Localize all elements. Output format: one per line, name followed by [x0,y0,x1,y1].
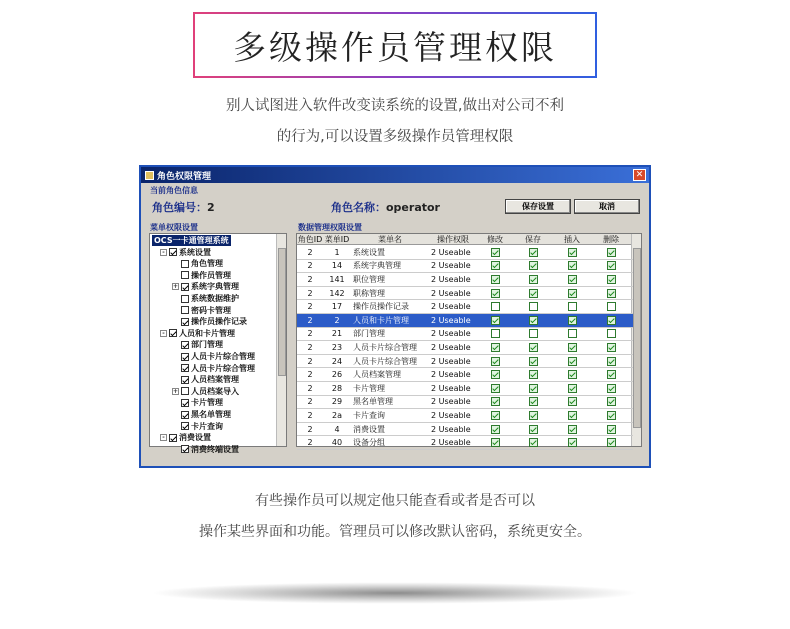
grid-cell-name: 卡片管理 [353,383,385,393]
save-checkbox[interactable] [529,425,538,434]
save-checkbox[interactable] [529,289,538,298]
tree-item[interactable] [172,374,239,385]
delete-checkbox[interactable] [607,397,616,406]
grid-row[interactable] [297,341,633,355]
grid-cell-perm: 2 Useable [431,438,471,448]
grid-cell-edit [477,273,513,286]
tree-scrollbar[interactable] [276,234,286,446]
role-name-label: 角色名称： [331,201,386,214]
collapse-icon[interactable]: - [160,249,167,256]
save-checkbox[interactable] [529,397,538,406]
grid-cell-insert [553,287,591,300]
grid-cell-perm: 2 Useable [431,329,471,339]
grid-cell-edit [477,396,513,409]
edit-checkbox[interactable] [491,275,500,284]
edit-checkbox[interactable] [491,357,500,366]
delete-checkbox[interactable] [607,316,616,325]
delete-checkbox[interactable] [607,384,616,393]
tree-item-label: 部门管理 [191,340,223,350]
grid-cell-edit [477,355,513,368]
save-settings-button[interactable]: 保存设置 [505,199,571,214]
grid-cell-perm: 2 Useable [431,288,471,298]
grid-cell-edit [477,328,513,341]
save-checkbox[interactable] [529,275,538,284]
grid-cell-menu-id: 142 [329,288,345,298]
insert-checkbox[interactable] [568,316,577,325]
grid-cell-edit [477,260,513,273]
tree-checkbox[interactable] [181,445,189,453]
grid-cell-edit [477,423,513,436]
save-checkbox[interactable] [529,302,538,311]
outro-line-1: 有些操作员可以规定他只能查看或者是否可以 [255,493,535,509]
save-checkbox[interactable] [529,357,538,366]
grid-cell-insert [553,328,591,341]
grid-row[interactable] [297,300,633,314]
grid-cell-save [513,409,553,422]
insert-checkbox[interactable] [568,261,577,270]
menu-permission-tree[interactable] [149,233,287,454]
grid-cell-edit [477,246,513,259]
delete-checkbox[interactable] [607,425,616,434]
grid-cell-save [513,436,553,449]
edit-checkbox[interactable] [491,316,500,325]
tree-checkbox[interactable] [181,341,189,349]
grid-cell-name: 人员和卡片管理 [353,315,409,325]
grid-row[interactable] [297,273,633,287]
grid-cell-name: 操作员操作记录 [353,302,409,312]
grid-cell-save [513,368,553,381]
grid-cell-save [513,423,553,436]
tree-item[interactable] [172,363,255,374]
delete-checkbox[interactable] [607,329,616,338]
grid-cell-save [513,328,553,341]
tree-item[interactable] [172,351,255,362]
insert-checkbox[interactable] [568,357,577,366]
grid-cell-save [513,287,553,300]
grid-cell-name: 设备分组 [353,438,385,448]
grid-cell-insert [553,423,591,436]
edit-checkbox[interactable] [491,289,500,298]
tree-item-label: 操作员操作记录 [191,317,247,327]
grid-cell-perm: 2 Useable [431,274,471,284]
grid-cell-role-id: 2 [307,329,313,339]
save-checkbox[interactable] [529,384,538,393]
grid-cell-name: 系统设置 [353,247,385,257]
grid-cell-role-id: 2 [307,424,313,434]
grid-cell-delete [591,355,631,368]
edit-checkbox[interactable] [491,397,500,406]
grid-cell-edit [477,368,513,381]
grid-cell-insert [553,260,591,273]
grid-cell-save [513,355,553,368]
tree-item-label: 消费终端设置 [191,444,239,454]
grid-cell-role-id: 2 [307,397,313,407]
delete-checkbox[interactable] [607,411,616,420]
grid-column-header[interactable]: 修改 [487,234,503,244]
tree-item-label: 人员和卡片管理 [179,328,235,338]
grid-row[interactable] [297,396,633,410]
insert-checkbox[interactable] [568,384,577,393]
tree-checkbox[interactable] [181,399,189,407]
tree-item[interactable] [172,339,223,350]
grid-column-header[interactable]: 插入 [564,234,580,244]
grid-row[interactable] [297,328,633,342]
page-heading: 多级操作员管理权限 [233,27,557,67]
tree-item[interactable] [172,316,247,327]
grid-cell-save [513,382,553,395]
window-title: 角色权限管理 [157,171,212,182]
grid-cell-edit [477,382,513,395]
edit-checkbox[interactable] [491,343,500,352]
grid-cell-name: 黑名单管理 [353,397,393,407]
tree-item-label: 系统设置 [179,247,211,257]
grid-cell-save [513,273,553,286]
grid-cell-role-id: 2 [307,370,313,380]
collapse-icon[interactable]: - [160,434,167,441]
grid-cell-role-id: 2 [307,356,313,366]
grid-cell-perm: 2 Useable [431,370,471,380]
insert-checkbox[interactable] [568,370,577,379]
grid-cell-perm: 2 Useable [431,261,471,271]
delete-checkbox[interactable] [607,357,616,366]
expand-icon[interactable]: + [173,283,179,291]
grid-cell-delete [591,341,631,354]
current-role-group-label: 当前角色信息 [150,186,198,195]
grid-cell-edit [477,314,513,327]
grid-cell-menu-id: 2a [332,410,342,420]
grid-row[interactable] [297,260,633,274]
grid-column-header[interactable]: 保存 [525,234,541,244]
insert-checkbox[interactable] [568,397,577,406]
delete-checkbox[interactable] [607,302,616,311]
grid-cell-role-id: 2 [307,438,313,448]
save-checkbox[interactable] [529,261,538,270]
tree-item[interactable] [172,281,239,292]
grid-cell-perm: 2 Useable [431,410,471,420]
edit-checkbox[interactable] [491,370,500,379]
grid-cell-perm: 2 Useable [431,247,471,257]
tree-checkbox[interactable] [181,271,189,279]
edit-checkbox[interactable] [491,384,500,393]
grid-cell-save [513,300,553,313]
grid-cell-delete [591,246,631,259]
grid-cell-role-id: 2 [307,274,313,284]
insert-checkbox[interactable] [568,275,577,284]
grid-cell-menu-id: 4 [334,424,340,434]
grid-cell-delete [591,396,631,409]
save-checkbox[interactable] [529,411,538,420]
edit-checkbox[interactable] [491,329,500,338]
tree-item-label: 人员卡片综合管理 [191,352,255,361]
grid-cell-menu-id: 17 [331,302,343,312]
tree-checkbox[interactable] [181,364,189,372]
edit-checkbox[interactable] [491,425,500,434]
role-id-value: 2 [207,201,215,214]
tree-item-label: 卡片管理 [191,398,223,408]
save-checkbox[interactable] [529,329,538,338]
insert-checkbox[interactable] [568,248,577,257]
grid-cell-menu-id: 24 [331,356,343,366]
grid-cell-perm: 2 Useable [431,424,471,434]
role-id-info [152,199,215,215]
save-checkbox[interactable] [529,370,538,379]
tree-scroll-thumb[interactable] [278,248,286,376]
grid-header [297,234,633,245]
tree-checkbox[interactable] [169,434,177,442]
grid-cell-edit [477,409,513,422]
tree-item[interactable] [172,444,239,455]
grid-row[interactable] [297,246,633,260]
tree-checkbox[interactable] [181,306,189,314]
grid-column-header[interactable]: 菜单ID [324,234,350,244]
grid-column-header[interactable]: 操作权限 [437,234,469,244]
grid-scroll-thumb[interactable] [633,248,641,428]
grid-cell-menu-id: 21 [331,329,343,339]
grid-cell-edit [477,300,513,313]
grid-cell-role-id: 2 [307,247,313,257]
delete-checkbox[interactable] [607,370,616,379]
grid-row[interactable] [297,314,633,328]
tree-checkbox[interactable] [181,376,189,384]
tree-checkbox[interactable] [181,283,189,291]
tree-checkbox[interactable] [181,353,189,361]
tree-item[interactable] [172,305,231,316]
grid-row[interactable] [297,368,633,382]
grid-row[interactable] [297,287,633,301]
grid-cell-menu-id: 2 [334,315,340,325]
tree-checkbox[interactable] [181,295,189,303]
tree-item[interactable] [152,235,231,246]
grid-cell-delete [591,423,631,436]
grid-cell-delete [591,300,631,313]
tree-item-label: 人员档案管理 [191,375,239,385]
grid-cell-save [513,260,553,273]
role-name-value: operator [386,201,440,214]
tree-checkbox[interactable] [169,248,177,256]
edit-checkbox[interactable] [491,411,500,420]
save-checkbox[interactable] [529,248,538,257]
grid-row[interactable] [297,436,633,450]
grid-cell-insert [553,246,591,259]
grid-cell-delete [591,368,631,381]
grid-row[interactable] [297,409,633,423]
tree-item-label: OCS一卡通管理系统 [154,236,229,245]
decorative-shadow [150,582,640,604]
grid-cell-edit [477,287,513,300]
cancel-button[interactable]: 取消 [574,199,640,214]
tree-item[interactable] [160,328,235,339]
insert-checkbox[interactable] [568,425,577,434]
insert-checkbox[interactable] [568,329,577,338]
save-checkbox[interactable] [529,438,538,447]
grid-cell-role-id: 2 [307,288,313,298]
grid-column-header[interactable]: 菜单名 [378,234,402,244]
grid-cell-menu-id: 23 [331,342,343,352]
tree-item-label: 黑名单管理 [191,410,231,419]
grid-cell-perm: 2 Useable [431,383,471,393]
grid-cell-menu-id: 26 [331,370,343,380]
grid-cell-perm: 2 Useable [431,342,471,352]
grid-cell-perm: 2 Useable [431,397,471,407]
grid-cell-name: 卡片查询 [353,410,385,420]
grid-row[interactable] [297,355,633,369]
grid-cell-menu-id: 1 [334,247,340,257]
grid-column-header[interactable]: 删除 [603,234,619,244]
app-icon [145,171,154,180]
tree-item[interactable] [172,421,223,432]
tree-item[interactable] [172,386,239,397]
menu-permission-group-label: 菜单权限设置 [150,223,198,232]
tree-item-label: 角色管理 [191,259,223,269]
tree-item[interactable] [172,293,239,304]
grid-cell-name: 人员卡片综合管理 [353,342,417,352]
tree-item-label: 系统字典管理 [191,282,239,292]
grid-cell-delete [591,328,631,341]
grid-cell-role-id: 2 [307,410,313,420]
data-permission-grid [296,233,642,447]
grid-cell-role-id: 2 [307,261,313,271]
grid-cell-insert [553,382,591,395]
delete-checkbox[interactable] [607,289,616,298]
delete-checkbox[interactable] [607,275,616,284]
grid-cell-menu-id: 29 [331,397,343,407]
grid-cell-delete [591,436,631,449]
delete-checkbox[interactable] [607,261,616,270]
tree-item-label: 人员卡片综合管理 [191,363,255,373]
grid-cell-perm: 2 Useable [431,302,471,312]
grid-cell-name: 部门管理 [353,329,385,339]
tree-checkbox[interactable] [181,318,189,326]
grid-cell-edit [477,436,513,449]
insert-checkbox[interactable] [568,343,577,352]
grid-cell-insert [553,396,591,409]
grid-cell-perm: 2 Useable [431,356,471,366]
tree-checkbox[interactable] [169,329,177,337]
grid-cell-menu-id: 14 [331,261,343,271]
tree-item-label: 人员档案导入 [191,386,239,396]
edit-checkbox[interactable] [491,261,500,270]
tree-item[interactable] [172,409,231,420]
grid-cell-save [513,341,553,354]
intro-line-1: 别人试图进入软件改变读系统的设置,做出对公司不利 [225,98,565,114]
grid-cell-insert [553,273,591,286]
insert-checkbox[interactable] [568,411,577,420]
tree-item[interactable] [172,270,231,281]
expand-icon[interactable]: + [173,387,179,395]
tree-item-label: 密码卡管理 [191,305,231,315]
grid-cell-delete [591,287,631,300]
save-checkbox[interactable] [529,343,538,352]
grid-row[interactable] [297,423,633,437]
outro-line-2: 操作某些界面和功能。管理员可以修改默认密码，系统更安全。 [199,524,591,540]
grid-cell-name: 职称管理 [353,288,385,298]
tree-item[interactable] [160,432,211,443]
grid-cell-role-id: 2 [307,383,313,393]
grid-cell-edit [477,341,513,354]
tree-item[interactable] [160,247,211,258]
grid-cell-menu-id: 141 [329,274,345,284]
intro-line-2: 的行为,可以设置多级操作员管理权限 [276,129,514,145]
tree-item-label: 操作员管理 [191,270,231,280]
grid-cell-delete [591,260,631,273]
grid-cell-insert [553,436,591,449]
grid-cell-save [513,314,553,327]
grid-cell-perm: 2 Useable [431,315,471,325]
grid-cell-save [513,396,553,409]
role-id-label: 角色编号： [152,201,207,214]
grid-cell-insert [553,355,591,368]
close-icon[interactable]: ✕ [633,169,646,181]
grid-cell-delete [591,273,631,286]
tree-item-label: 消费设置 [179,433,211,443]
role-name-info [331,199,440,215]
collapse-icon[interactable]: - [160,330,167,337]
grid-cell-delete [591,409,631,422]
tree-item[interactable] [172,258,223,269]
grid-cell-insert [553,409,591,422]
grid-column-header[interactable]: 角色ID [297,234,323,244]
edit-checkbox[interactable] [491,248,500,257]
tree-item-label: 系统数据维护 [191,294,239,303]
tree-item[interactable] [172,397,223,408]
grid-cell-insert [553,341,591,354]
data-permission-group-label: 数据管理权限设置 [298,223,362,232]
grid-cell-role-id: 2 [307,302,313,312]
grid-row[interactable] [297,382,633,396]
insert-checkbox[interactable] [568,289,577,298]
tree-item-label: 卡片查询 [191,421,223,431]
grid-cell-save [513,246,553,259]
tree-checkbox[interactable] [181,260,189,268]
grid-cell-menu-id: 40 [331,438,343,448]
delete-checkbox[interactable] [607,248,616,257]
grid-cell-insert [553,300,591,313]
save-checkbox[interactable] [529,316,538,325]
insert-checkbox[interactable] [568,438,577,447]
grid-cell-insert [553,314,591,327]
grid-cell-name: 系统字典管理 [353,261,401,271]
delete-checkbox[interactable] [607,438,616,447]
tree-checkbox[interactable] [181,411,189,419]
insert-checkbox[interactable] [568,302,577,311]
grid-cell-menu-id: 28 [331,383,343,393]
grid-cell-delete [591,314,631,327]
edit-checkbox[interactable] [491,438,500,447]
grid-cell-delete [591,382,631,395]
delete-checkbox[interactable] [607,343,616,352]
grid-cell-role-id: 2 [307,315,313,325]
grid-cell-name: 消费设置 [353,424,385,434]
tree-checkbox[interactable] [181,387,189,395]
edit-checkbox[interactable] [491,302,500,311]
grid-cell-name: 人员卡片综合管理 [353,356,417,366]
grid-cell-name: 职位管理 [353,274,385,284]
window-titlebar [141,167,649,183]
tree-checkbox[interactable] [181,422,189,430]
grid-cell-name: 人员档案管理 [353,370,401,380]
role-permission-window [139,165,651,468]
grid-cell-role-id: 2 [307,342,313,352]
grid-cell-insert [553,368,591,381]
